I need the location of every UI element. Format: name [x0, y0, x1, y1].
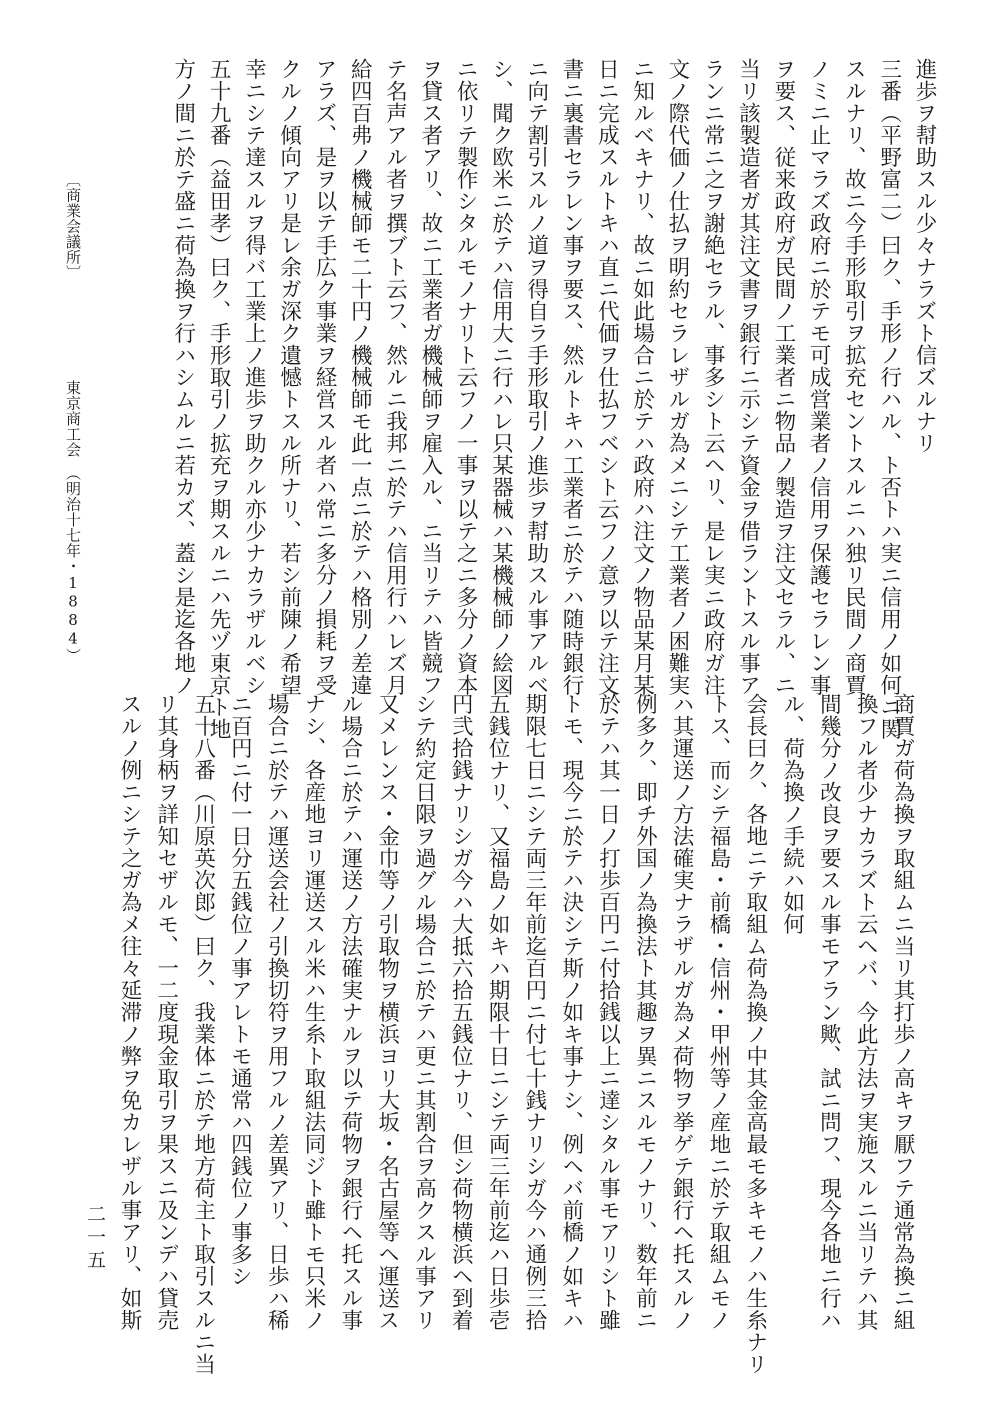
lower-text-block: [103, 693, 915, 1375]
text-column: アラズ、是ヲ以テ手広ク事業ヲ経営スル者ハ常ニ多分ノ損耗ヲ受: [311, 58, 337, 696]
text-column: 円弐拾銭ナリシガ今ハ大抵六拾五銭位ナリ、但シ荷物横浜ヘ到着: [448, 693, 474, 1331]
text-column: 五銭位ナリ、又福島ノ如キハ期限十日ニシテ両三年前迄ハ日歩壱: [485, 693, 511, 1331]
text-column: スルナリ、故ニ今手形取引ヲ拡充セントスルニハ独リ民間ノ商賈: [841, 58, 867, 696]
text-column: 方ノ間ニ於テ盛ニ荷為換ヲ行ハシムルニ若カズ、蓋シ是迄各地ノ: [170, 58, 196, 696]
text-column: 三番（平野富二）曰ク、手形ノ行ハル、ト否トハ実ニ信用ノ如何ニ関: [876, 58, 902, 740]
text-column: 日ニ完成スルトキハ直ニ代価ヲ仕払フベシト云フノ意ヲ以テ注文: [594, 58, 620, 696]
text-column: 間幾分ノ改良ヲ要スル事モアラン歟、試ニ問フ、現今各地ニ行ハ: [816, 693, 842, 1331]
text-column: シ、聞ク欧米ニ於テハ信用大ニ行ハレ只某器械ハ某機械師ノ絵図: [488, 58, 514, 696]
text-column: トス、而シテ福島・前橋・信州・甲州等ノ産地ニ於テ取組ムモノ: [705, 693, 731, 1331]
text-column: ハ其運送ノ方法確実ナラザルガ為メ荷物ヲ挙ゲテ銀行ヘ托スルノ: [669, 693, 695, 1331]
text-column: 五十九番（益田孝）曰ク、手形取引ノ拡充ヲ期スルニハ先ヅ東京ト地: [206, 58, 232, 740]
text-column: ル場合ニ於テハ運送ノ方法確実ナルヲ以テ荷物ヲ銀行ヘ托スル事: [337, 693, 363, 1331]
text-column: シテ約定日限ヲ過グル場合ニ於テハ更ニ其割合ヲ高クスル事アリ: [411, 693, 437, 1331]
text-column: 当リ該製造者ガ其注文書ヲ銀行ニ示シテ資金ヲ借ラントスル事ア: [735, 58, 761, 696]
text-column: 文ノ際代価ノ仕払ヲ明約セラレザルガ為メニシテ工業者ノ困難実: [664, 58, 690, 696]
text-column: 幸ニシテ達スルヲ得バ工業上ノ進歩ヲ助クル亦少ナカラザルベシ: [241, 58, 267, 696]
text-column: 換フル者少ナカラズト云ヘバ、今此方法ヲ実施スルニ当リテハ其: [853, 693, 879, 1331]
text-column: 期限七日ニシテ両三年前迄百円ニ付七十銭ナリシガ今ハ通例三拾: [521, 693, 547, 1331]
text-column: テ名声アル者ヲ撰ブト云フ、然ルニ我邦ニ於テハ信用行ハレズ月: [382, 58, 408, 696]
text-column: 又メレンス・金巾等ノ引取物ヲ横浜ヨリ大坂・名古屋等ヘ運送ス: [374, 693, 400, 1331]
text-column: ニ依リテ製作シタルモノナリト云フノ一事ヲ以テ之ニ多分ノ資本: [453, 58, 479, 696]
text-column: 場合ニ於テハ運送会社ノ引換切符ヲ用フルノ差異アリ、日歩ハ稀: [264, 693, 290, 1331]
text-column: ニ知ルベキナリ、故ニ如此場合ニ於テハ政府ハ注文ノ物品某月某: [629, 58, 655, 696]
text-column: ナシ、各産地ヨリ運送スル米ハ生糸ト取組法同ジト雖トモ只米ノ: [301, 693, 326, 1331]
text-column: ル、荷為換ノ手続ハ如何: [779, 693, 805, 935]
text-column: 給四百弗ノ機械師モ二十円ノ機械師モ此一点ニ於テハ格別ノ差違: [347, 58, 373, 696]
upper-text-block: [125, 58, 937, 740]
text-column: ヲ貸ス者アリ、故ニ工業者ガ機械師ヲ雇入ル、ニ当リテハ皆競フ: [417, 58, 443, 696]
text-column: ランニ常ニ之ヲ謝絶セラル、事多シト云ヘリ、是レ実ニ政府ガ注: [700, 58, 726, 696]
text-column: 商賈ガ荷為換ヲ取組ムニ当リ其打歩ノ高キヲ厭フテ通常為換ニ組: [890, 693, 915, 1331]
source-label: 〔商業会議所〕: [64, 172, 82, 281]
text-column: ヲ要ス、従来政府ガ民間ノ工業者ニ物品ノ製造ヲ注文セラル、ニ: [770, 58, 796, 696]
text-column: ニ向テ割引スルノ道ヲ得自ラ手形取引ノ進歩ヲ幇助スル事アルベ: [523, 58, 549, 696]
text-column: ニ百円ニ付一日分五銭位ノ事アレトモ通常ハ四銭位ノ事多シ: [227, 693, 253, 1287]
text-column: リ其身柄ヲ詳知セザルモ、一二度現金取引ヲ果スニ及ンデハ貸売: [153, 693, 179, 1331]
text-column: クルノ傾向アリ是レ余ガ深ク遺憾トスル所ナリ、若シ前陳ノ希望: [276, 58, 302, 696]
text-column: ノミニ止マラズ政府ニ於テモ可成営業者ノ信用ヲ保護セラレン事: [806, 58, 832, 696]
text-column: 五十八番（川原英次郎）曰ク、我業体ニ於テ地方荷主ト取引スルニ当: [190, 693, 216, 1375]
text-column: 於テハ其一日ノ打歩百円ニ付拾銭以上ニ達シタル事モアリシト雖: [595, 693, 621, 1331]
text-column: 書ニ裏書セラレン事ヲ要ス、然ルトキハ工業者ニ於テハ随時銀行: [559, 58, 585, 696]
publisher-label: 東京商工会 （明治十七年・1884）: [64, 380, 82, 664]
text-column: トモ、現今ニ於テハ決シテ斯ノ如キ事ナシ、例ヘバ前橋ノ如キハ: [558, 693, 584, 1331]
text-column: 進歩ヲ幇助スル少々ナラズト信ズルナリ: [912, 58, 937, 454]
text-column: 会長曰ク、各地ニテ取組ム荷為換ノ中其金高最モ多キモノハ生糸ナリ: [742, 693, 768, 1375]
page-number: 二一五: [84, 1204, 106, 1273]
text-column: スルノ例ニシテ之ガ為メ往々延滞ノ弊ヲ免カレザル事アリ、如斯: [116, 693, 142, 1331]
text-column: 例多ク、即チ外国ノ為換法ト其趣ヲ異ニスルモノナリ、数年前ニ: [632, 693, 658, 1331]
